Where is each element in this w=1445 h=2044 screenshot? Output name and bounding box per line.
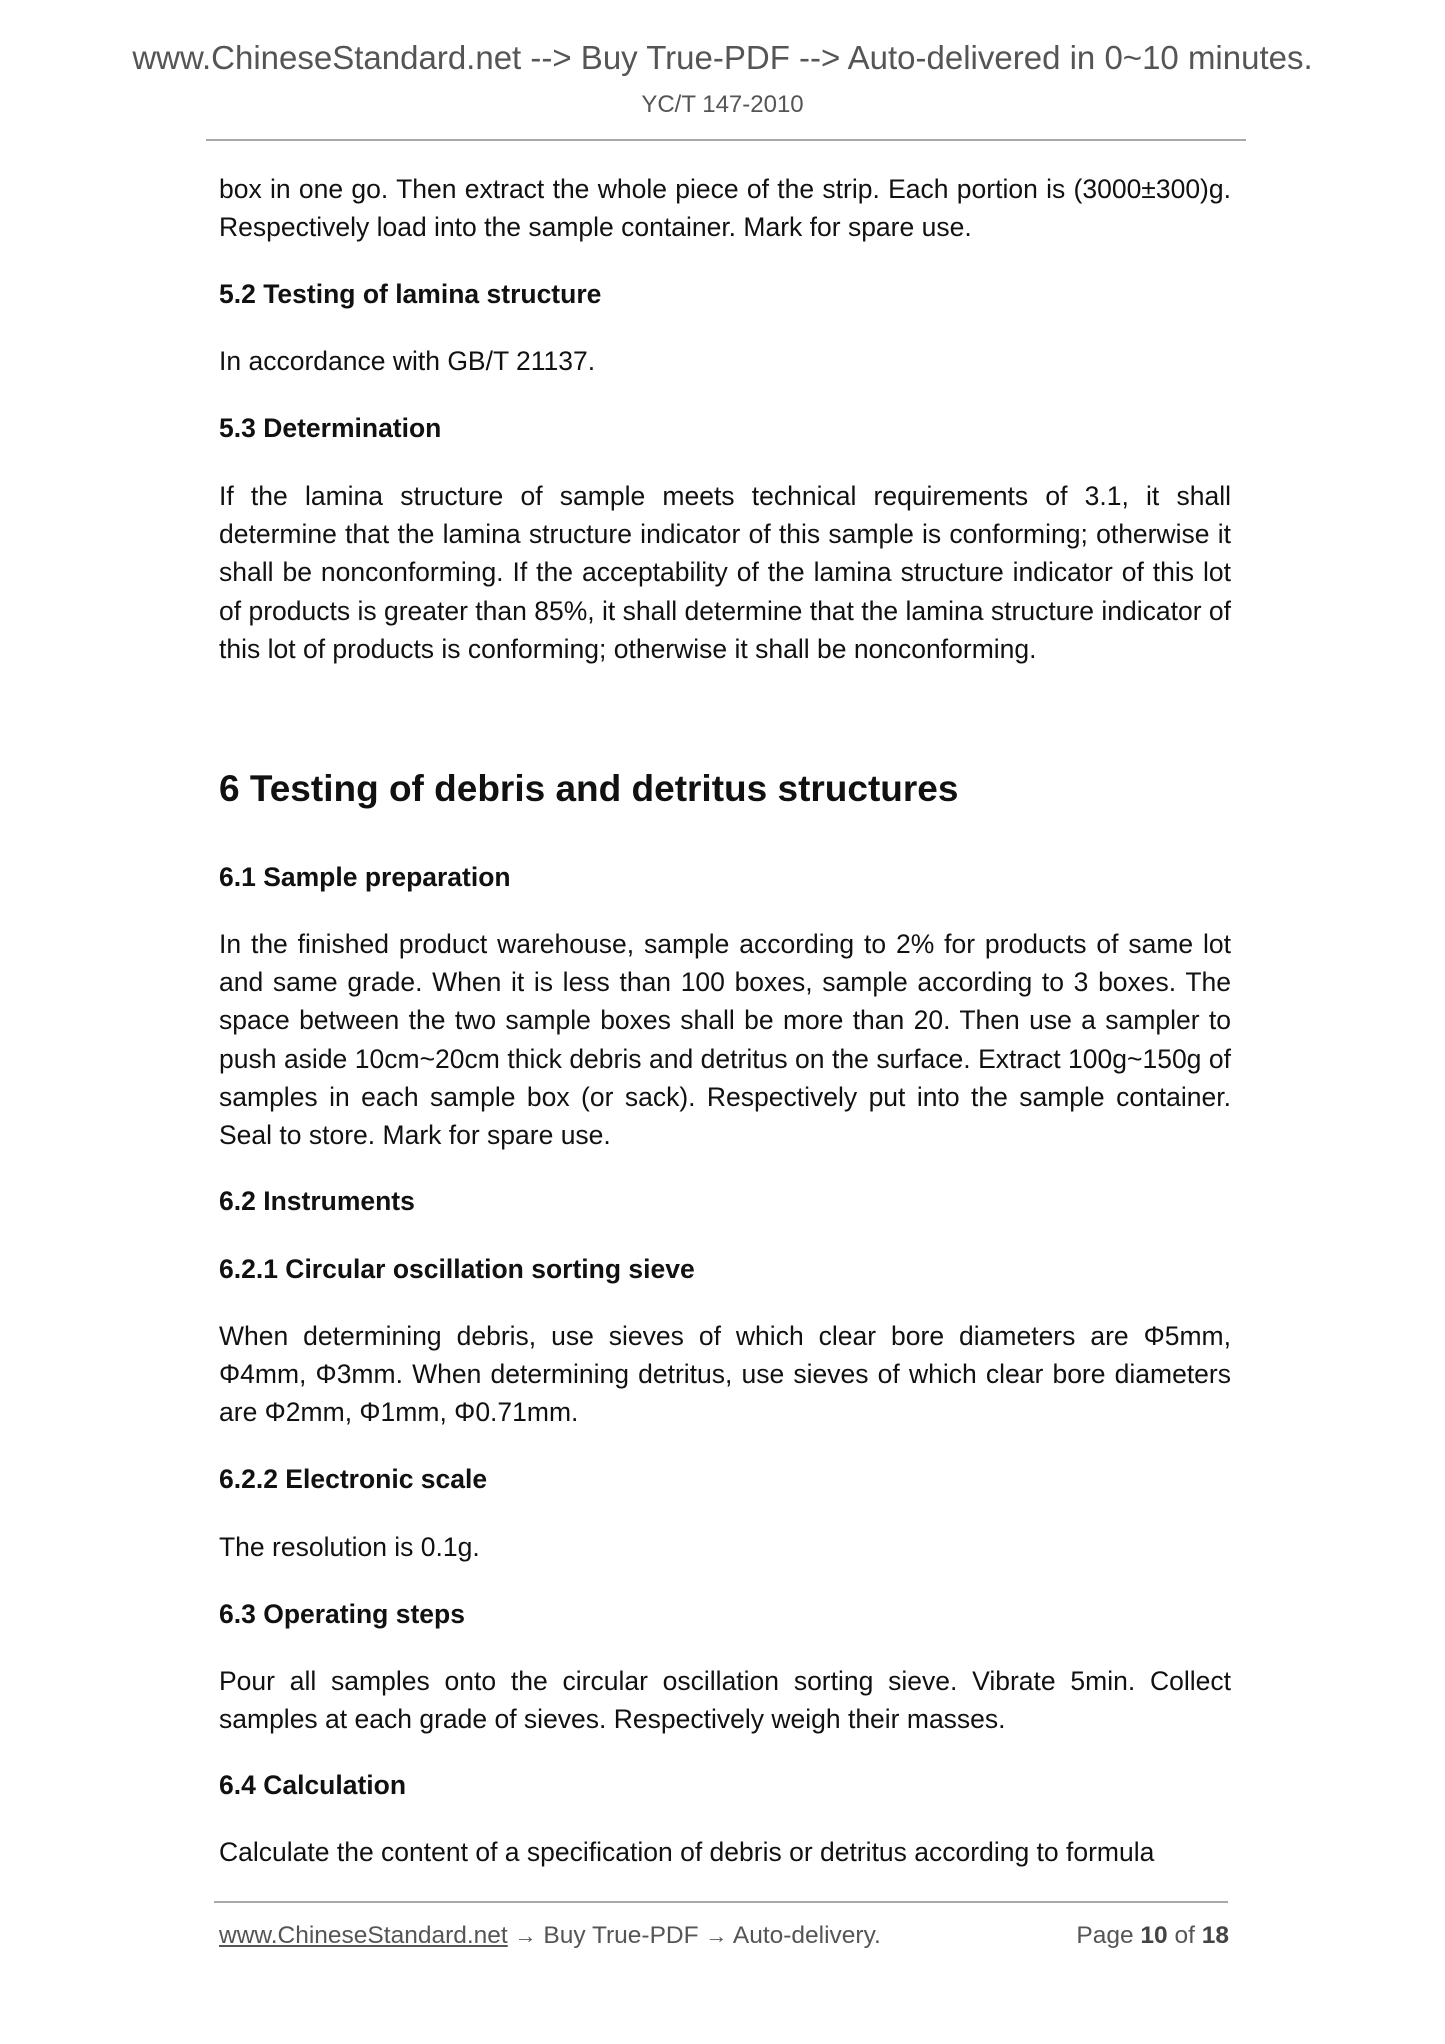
section-6-4-body bbox=[219, 1833, 1231, 1871]
section-5-2 bbox=[219, 275, 1231, 313]
page-indicator bbox=[1076, 1920, 1229, 1952]
section-heading-6-2-2: 6.2.2 Electronic scale bbox=[219, 1464, 488, 1494]
section-text-6-3: Pour all samples onto the circular oscillation sorting sieve. Vibrate 5min. Collect samples at each grade of sieves. Respectively weigh their masses. bbox=[219, 1666, 1231, 1735]
page-footer bbox=[219, 1920, 1229, 1952]
footer-buy-text: Buy True-PDF bbox=[543, 1922, 699, 1949]
section-text-6-4: Calculate the content of a specification of debris or detritus according to formula bbox=[219, 1837, 1155, 1867]
section-text-6-2-2: The resolution is 0.1g. bbox=[219, 1532, 480, 1562]
intro-paragraph-block bbox=[219, 170, 1231, 246]
section-5-3-body bbox=[219, 477, 1231, 668]
section-6-4 bbox=[219, 1766, 1231, 1804]
section-6-2-1 bbox=[219, 1250, 1231, 1288]
section-text-5-2: In accordance with GB/T 21137. bbox=[219, 346, 596, 376]
section-heading-5-2: 5.2 Testing of lamina structure bbox=[219, 279, 602, 309]
section-5-3 bbox=[219, 409, 1231, 447]
section-5-2-body bbox=[219, 342, 1231, 380]
page-label: Page bbox=[1076, 1922, 1134, 1949]
footer-delivery-text: Auto-delivery. bbox=[732, 1922, 881, 1949]
intro-paragraph: box in one go. Then extract the whole piece of the strip. Each portion is (3000±300)g. Respectively load into the sample container. Mark for spare use. bbox=[219, 174, 1231, 243]
section-6-3 bbox=[219, 1595, 1231, 1633]
section-heading-6-3: 6.3 Operating steps bbox=[219, 1599, 465, 1629]
header-divider bbox=[206, 139, 1246, 141]
section-6-2 bbox=[219, 1182, 1231, 1220]
arrow-right-icon: → bbox=[514, 1923, 537, 1948]
section-6-2-2-body bbox=[219, 1528, 1231, 1566]
section-6 bbox=[219, 766, 1231, 812]
document-code: YC/T 147-2010 bbox=[641, 91, 804, 118]
footer-site-link[interactable]: www.ChineseStandard.net bbox=[219, 1922, 508, 1949]
section-heading-6-2-1: 6.2.1 Circular oscillation sorting sieve bbox=[219, 1254, 695, 1284]
page-current: 10 bbox=[1140, 1922, 1168, 1949]
section-heading-5-3: 5.3 Determination bbox=[219, 413, 442, 443]
page-of-label: of bbox=[1174, 1922, 1195, 1949]
header-banner: www.ChineseStandard.net --> Buy True-PDF --> Auto-delivered in 0~10 minutes. bbox=[132, 39, 1313, 76]
page-total: 18 bbox=[1201, 1922, 1229, 1949]
section-6-1-body bbox=[219, 925, 1231, 1154]
section-heading-6-1: 6.1 Sample preparation bbox=[219, 862, 511, 892]
section-6-2-2 bbox=[219, 1460, 1231, 1498]
section-heading-6-4: 6.4 Calculation bbox=[219, 1770, 407, 1800]
section-6-2-1-body bbox=[219, 1317, 1231, 1432]
footer-promo bbox=[219, 1920, 881, 1952]
section-text-5-3: If the lamina structure of sample meets technical requirements of 3.1, it shall determine that the lamina structure indicator of this sample is conforming; otherwise it shall be nonconforming. If the acceptability of the lamina structure indicator of this lot of products is greater than 85%, it shall determine that the lamina structure indicator of this lot of products is conforming; otherwise it shall be nonconforming. bbox=[219, 481, 1231, 664]
section-text-6-2-1: When determining debris, use sieves of which clear bore diameters are Φ5mm, Φ4mm, Φ3mm. When determining detritus, use sieves of which clear bore diameters are Φ2mm, Φ1mm, Φ0.71mm. bbox=[219, 1321, 1231, 1428]
footer-divider bbox=[214, 1901, 1228, 1903]
section-text-6-1: In the finished product warehouse, sample according to 2% for products of same lot and same grade. When it is less than 100 boxes, sample according to 3 boxes. The space between the two sample boxes shall be more than 20. Then use a sampler to push aside 10cm~20cm thick debris and detritus on the surface. Extract 100g~150g of samples in each sample box (or sack). Respectively put into the sample container. Seal to store. Mark for spare use. bbox=[219, 929, 1231, 1151]
section-heading-6-2: 6.2 Instruments bbox=[219, 1186, 415, 1216]
section-6-3-body bbox=[219, 1662, 1231, 1738]
section-6-1 bbox=[219, 858, 1231, 896]
arrow-right-icon: → bbox=[705, 1923, 728, 1948]
section-heading-6: 6 Testing of debris and detritus structures bbox=[219, 768, 959, 809]
